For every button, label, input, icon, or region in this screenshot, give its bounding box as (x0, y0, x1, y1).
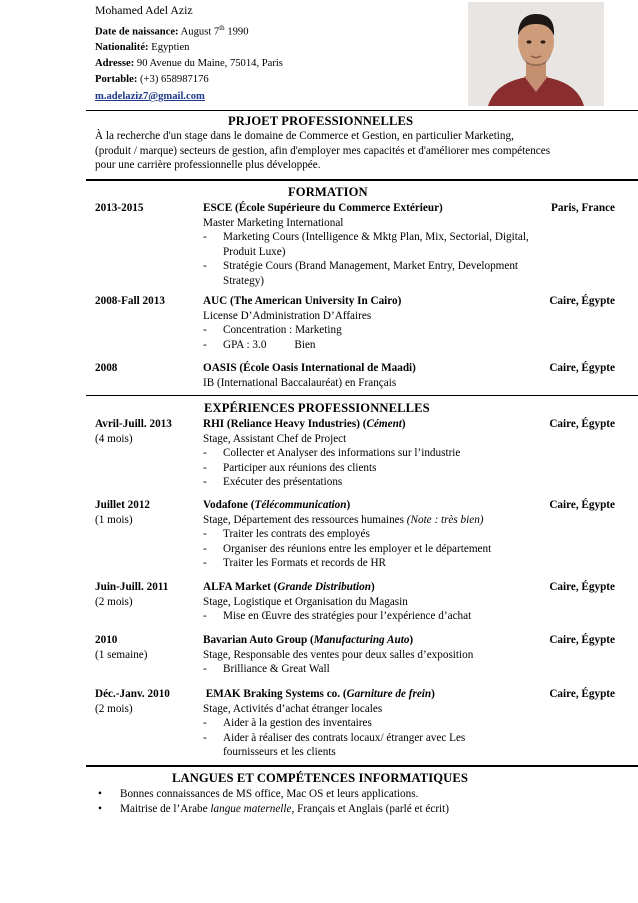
experience-city: Caire, Égypte (549, 418, 615, 430)
experience-duration: (1 mois) (95, 514, 133, 526)
phone-line (95, 72, 455, 88)
experience-city: Caire, Égypte (549, 499, 615, 511)
experience-date: Avril-Juill. 2013 (95, 418, 172, 430)
formation-date: 2008 (95, 362, 118, 374)
birth-date-line (95, 20, 455, 41)
degree: IB (International Baccalauréat) en Français (203, 376, 397, 389)
dash: - (203, 663, 207, 675)
dash: - (203, 731, 207, 744)
experience-city: Caire, Égypte (549, 634, 615, 646)
divider-header (86, 110, 638, 111)
company-sector: Cément (366, 418, 402, 430)
list-item-text: Exécuter des présentations (223, 476, 343, 488)
dash: - (203, 447, 207, 459)
list-item (203, 475, 543, 490)
language-others: Français et Anglais (parlé et écrit) (297, 802, 449, 815)
formation-details (203, 201, 543, 288)
dash: - (203, 542, 207, 555)
bullet: • (98, 788, 102, 800)
list-item-text: Marketing Cours (Intelligence & Mktg Plan, Mix, Sectorial, Digital, Produit Luxe) (223, 231, 529, 258)
list-item (203, 556, 543, 571)
list-item-text: Traiter les contrats des employés (223, 528, 370, 540)
school-name: OASIS (École Oasis International de Maadi) (203, 362, 416, 374)
divider-projet (86, 179, 638, 181)
role-note: (Note : très bien) (406, 513, 484, 526)
experience-duration: (1 semaine) (95, 649, 148, 661)
langues-title: LANGUES ET COMPÉTENCES INFORMATIQUES (172, 771, 468, 785)
list-item-text: Aider à la gestion des inventaires (223, 717, 372, 729)
formation-details (203, 294, 543, 352)
company-name: Vodafone (203, 499, 248, 511)
language-native-prefix: Maitrise de l’Arabe (120, 802, 208, 815)
projet-title: PRJOET PROFESSIONNELLES (228, 114, 414, 128)
list-item-text: Traiter les Formats et records de HR (223, 557, 387, 569)
birth-date-label: Date de naissance: (95, 26, 179, 38)
dash: - (203, 610, 207, 622)
experience-details: ALFA Market (Grande Distribution) Stage, Logistique et Organisation du Magasin - Mise en Œuvre des stratégies pour l’expérience d’achat (203, 580, 543, 624)
list-item (203, 716, 503, 731)
list-item-text: Concentration : Marketing (223, 324, 342, 336)
role: Stage, Assistant Chef de Project (203, 432, 347, 445)
phone-label: Portable: (95, 74, 138, 86)
address-line (95, 56, 455, 72)
phone-value: (+3) 658987176 (140, 74, 209, 86)
experience-duration: (2 mois) (95, 703, 133, 715)
dash: - (203, 260, 207, 272)
list-item-text: Stratégie Cours (Brand Management, Market Entry, Development Strategy) (223, 260, 519, 287)
experience-details: EMAK Braking Systems co. (Garniture de frein) Stage, Activités d’achat étranger locales - Aider à la gestion des inventaires - Aider à réaliser des contrats locaux/ étranger avec Les fournisseurs et les clients (203, 687, 503, 760)
list-item-text: Aider à réaliser des contrats locaux/ étranger avec Les fournisseurs et les clients (223, 731, 466, 758)
list-item-text: Participer aux réunions des clients (223, 461, 377, 474)
nationality-value: Egyptien (151, 42, 190, 54)
birth-date-day: August 7 (180, 26, 220, 38)
list-item (96, 802, 616, 817)
birth-date-year: 1990 (227, 26, 249, 38)
candidate-name: Mohamed Adel Aziz (95, 3, 193, 17)
company-sector: Télécommunication (254, 499, 347, 511)
list-item (203, 446, 543, 461)
experience-details: RHI (Reliance Heavy Industries) (Cément) Stage, Assistant Chef de Project - Collecter et Analyser des informations sur l’industrie - Participer aux réunions des clients - Exécuter des présentations (203, 417, 543, 490)
divider-experiences (86, 765, 638, 767)
list-item-text: Organiser des réunions entre les employer et le département (223, 542, 492, 555)
dash: - (203, 476, 207, 488)
experience-duration: (4 mois) (95, 433, 133, 445)
nationality-line (95, 40, 455, 56)
list-item-text: Bonnes connaissances de MS office, Mac OS et leurs applications. (120, 788, 419, 800)
formation-city: Caire, Égypte (549, 295, 615, 307)
list-item (203, 461, 543, 476)
list-item-text: GPA : 3.0 Bien (223, 338, 316, 351)
bullet: • (98, 802, 102, 815)
school-name: AUC (The American University In Cairo) (203, 295, 402, 307)
company-sector: Garniture de frein (346, 688, 432, 700)
nationality-label: Nationalité: (95, 42, 149, 54)
profile-photo-illustration (468, 2, 604, 106)
langues-list (96, 787, 616, 816)
company-name: EMAK Braking Systems co. (205, 688, 341, 700)
dash: - (203, 557, 207, 569)
dash: - (203, 461, 207, 474)
dash: - (203, 717, 207, 729)
dash: - (203, 338, 207, 351)
role: Stage, Responsable des ventes pour deux salles d’exposition (203, 648, 474, 661)
email-line (95, 88, 455, 105)
company-name: RHI (Reliance Heavy Industries) (203, 418, 360, 430)
role: Stage, Activités d’achat étranger locales (203, 702, 383, 715)
company-name: Bavarian Auto Group (203, 634, 308, 646)
language-native-note: langue maternelle, (210, 802, 295, 815)
personal-info (95, 3, 455, 105)
formation-date: 2013-2015 (95, 202, 144, 214)
experience-details: Bavarian Auto Group (Manufacturing Auto) Stage, Responsable des ventes pour deux salles d’exposition - Brilliance & Great Wall (203, 633, 543, 677)
list-item (203, 609, 543, 624)
experience-duration: (2 mois) (95, 596, 133, 608)
list-item (203, 259, 543, 288)
divider-formation (86, 395, 638, 396)
list-item (203, 527, 543, 542)
experience-date: 2010 (95, 634, 118, 646)
role: Stage, Département des ressources humaines (203, 513, 404, 526)
company-name: ALFA Market (203, 581, 271, 593)
dash: - (203, 528, 207, 540)
company-sector: Grande Distribution (277, 581, 371, 593)
company-sector: Manufacturing Auto (313, 634, 410, 646)
list-item-text: Collecter et Analyser des informations sur l’industrie (223, 447, 461, 459)
list-item (203, 662, 543, 677)
birth-date-suffix: th (219, 23, 225, 32)
list-item (96, 787, 616, 802)
formation-title: FORMATION (288, 185, 368, 199)
experience-details: Vodafone (Télécommunication) Stage, Département des ressources humaines (Note : très bien) - Traiter les contrats des employés - Organiser des réunions entre les employer et le département - Traiter les Formats et records de HR (203, 498, 543, 571)
experience-city: Caire, Égypte (549, 688, 615, 700)
formation-details (203, 361, 543, 390)
degree: License D’Administration D’Affaires (203, 309, 372, 322)
formation-date: 2008-Fall 2013 (95, 295, 165, 307)
profile-photo (468, 2, 604, 106)
list-item-text: Brilliance & Great Wall (223, 663, 330, 675)
projet-text: À la recherche d'un stage dans le domaine de Commerce et Gestion, en particulier Marketing, (produit / marque) secteurs de gestion, afin d'employer mes capacités et d'améliorer mes compétences pour une carrière professionnelle plus développée. (95, 130, 551, 171)
list-item (203, 338, 543, 353)
address-label: Adresse: (95, 58, 135, 70)
experiences-title: EXPÉRIENCES PROFESSIONNELLES (204, 401, 430, 415)
email-link[interactable]: m.adelaziz7@gmail.com (95, 91, 205, 103)
address-value: 90 Avenue du Maine, 75014, Paris (136, 58, 283, 70)
formation-city: Paris, France (551, 202, 615, 214)
list-item (203, 323, 543, 338)
list-item (203, 230, 543, 259)
experience-date: Juin-Juill. 2011 (95, 581, 169, 593)
experience-city: Caire, Égypte (549, 581, 615, 593)
degree: Master Marketing International (203, 216, 344, 229)
experience-date: Juillet 2012 (95, 499, 151, 511)
role: Stage, Logistique et Organisation du Magasin (203, 595, 408, 608)
dash: - (203, 231, 207, 243)
experience-date: Déc.-Janv. 2010 (95, 688, 170, 700)
list-item-text: Mise en Œuvre des stratégies pour l’expérience d’achat (223, 610, 472, 622)
formation-city: Caire, Égypte (549, 362, 615, 374)
school-name: ESCE (École Supérieure du Commerce Extérieur) (203, 202, 443, 214)
list-item (203, 542, 543, 557)
dash: - (203, 324, 207, 336)
list-item (203, 731, 493, 760)
